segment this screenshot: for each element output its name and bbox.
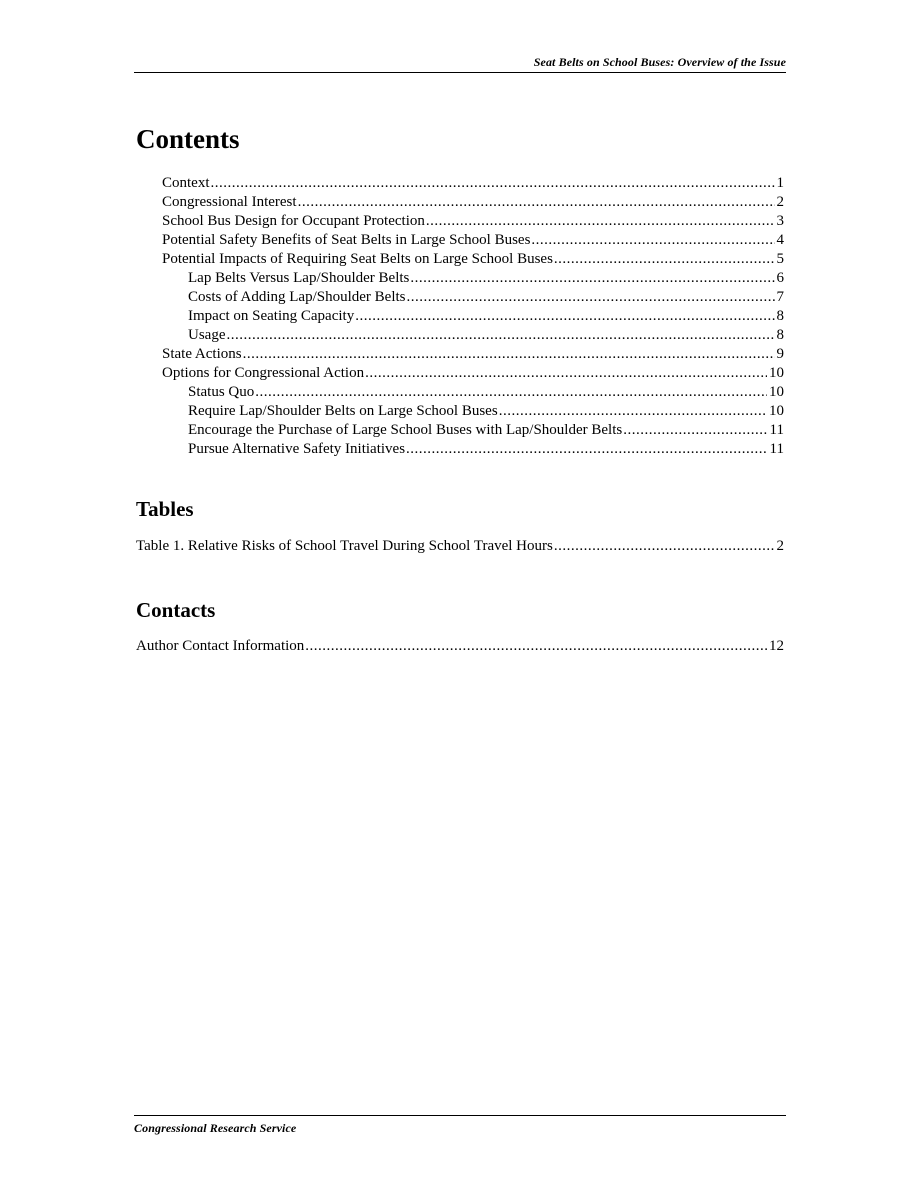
dot-leader bbox=[554, 250, 775, 269]
toc-entry-label: Potential Impacts of Requiring Seat Belts on Large School Buses bbox=[162, 251, 553, 267]
dot-leader bbox=[623, 421, 767, 440]
contacts-heading: Contacts bbox=[136, 598, 216, 622]
toc-entry-label: School Bus Design for Occupant Protection bbox=[162, 213, 425, 229]
toc-entry-page: 11 bbox=[769, 422, 784, 438]
toc-entry-page: 10 bbox=[769, 403, 784, 419]
toc-entry-page: 6 bbox=[776, 270, 784, 286]
toc-entry-encourage-purchase[interactable] bbox=[136, 421, 784, 440]
toc-entry-lap-belts-versus[interactable] bbox=[136, 269, 784, 288]
toc-entry-page: 4 bbox=[776, 232, 784, 248]
tables-heading: Tables bbox=[136, 497, 194, 521]
running-footer: Congressional Research Service bbox=[134, 1115, 786, 1136]
toc-entry-label: Usage bbox=[188, 327, 226, 343]
toc-entry-page: 11 bbox=[769, 441, 784, 457]
dot-leader bbox=[298, 193, 775, 212]
toc-entry-label: Congressional Interest bbox=[162, 194, 297, 210]
toc-entry-label: Context bbox=[162, 175, 210, 191]
toc-entry-label: Lap Belts Versus Lap/Shoulder Belts bbox=[188, 270, 410, 286]
contents-list bbox=[136, 174, 784, 459]
toc-entry-congressional-options[interactable] bbox=[136, 364, 784, 383]
toc-entry-page: 2 bbox=[776, 538, 784, 554]
toc-entry-page: 7 bbox=[776, 289, 784, 305]
toc-entry-page: 3 bbox=[776, 213, 784, 229]
toc-entry-label: Potential Safety Benefits of Seat Belts in Large School Buses bbox=[162, 232, 531, 248]
toc-entry-potential-impacts[interactable] bbox=[136, 250, 784, 269]
toc-entry-page: 12 bbox=[769, 638, 784, 654]
toc-entry-page: 2 bbox=[776, 194, 784, 210]
toc-entry-label: State Actions bbox=[162, 346, 242, 362]
tables-list bbox=[136, 537, 784, 556]
toc-entry-congressional-interest[interactable] bbox=[136, 193, 784, 212]
toc-entry-page: 5 bbox=[776, 251, 784, 267]
dot-leader bbox=[211, 174, 775, 193]
toc-entry-page: 10 bbox=[769, 365, 784, 381]
contents-heading: Contents bbox=[136, 124, 240, 154]
toc-entry-page: 1 bbox=[776, 175, 784, 191]
toc-entry-page: 10 bbox=[769, 384, 784, 400]
toc-entry-require-belts[interactable] bbox=[136, 402, 784, 421]
toc-entry-costs[interactable] bbox=[136, 288, 784, 307]
dot-leader bbox=[407, 288, 775, 307]
toc-entry-label: Author Contact Information bbox=[136, 638, 305, 654]
toc-entry-label: Options for Congressional Action bbox=[162, 365, 365, 381]
toc-entry-author-contact[interactable] bbox=[136, 637, 784, 656]
toc-entry-page: 8 bbox=[776, 327, 784, 343]
toc-entry-usage[interactable] bbox=[136, 326, 784, 345]
toc-entry-label: Pursue Alternative Safety Initiatives bbox=[188, 441, 406, 457]
dot-leader bbox=[255, 383, 767, 402]
toc-entry-page: 8 bbox=[776, 308, 784, 324]
dot-leader bbox=[554, 537, 775, 556]
toc-entry-label: Encourage the Purchase of Large School Buses with Lap/Shoulder Belts bbox=[188, 422, 623, 438]
dot-leader bbox=[531, 231, 774, 250]
toc-entry-label: Require Lap/Shoulder Belts on Large School Buses bbox=[188, 403, 498, 419]
toc-entry-alternative-initiatives[interactable] bbox=[136, 440, 784, 459]
toc-entry-status-quo[interactable] bbox=[136, 383, 784, 402]
toc-entry-page: 9 bbox=[776, 346, 784, 362]
dot-leader bbox=[499, 402, 767, 421]
toc-entry-table-1[interactable] bbox=[136, 537, 784, 556]
dot-leader bbox=[426, 212, 775, 231]
dot-leader bbox=[410, 269, 774, 288]
toc-entry-label: Impact on Seating Capacity bbox=[188, 308, 355, 324]
dot-leader bbox=[227, 326, 775, 345]
dot-leader bbox=[243, 345, 775, 364]
toc-entry-context[interactable] bbox=[136, 174, 784, 193]
toc-entry-safety-benefits[interactable] bbox=[136, 231, 784, 250]
dot-leader bbox=[355, 307, 774, 326]
toc-entry-label: Costs of Adding Lap/Shoulder Belts bbox=[188, 289, 406, 305]
toc-entry-label: Table 1. Relative Risks of School Travel During School Travel Hours bbox=[136, 538, 553, 554]
dot-leader bbox=[365, 364, 767, 383]
toc-entry-seating-capacity[interactable] bbox=[136, 307, 784, 326]
running-header: Seat Belts on School Buses: Overview of the Issue bbox=[134, 55, 786, 73]
dot-leader bbox=[305, 637, 767, 656]
dot-leader bbox=[406, 440, 768, 459]
toc-entry-label: Status Quo bbox=[188, 384, 255, 400]
toc-entry-bus-design[interactable] bbox=[136, 212, 784, 231]
toc-entry-state-actions[interactable] bbox=[136, 345, 784, 364]
contacts-list bbox=[136, 637, 784, 656]
